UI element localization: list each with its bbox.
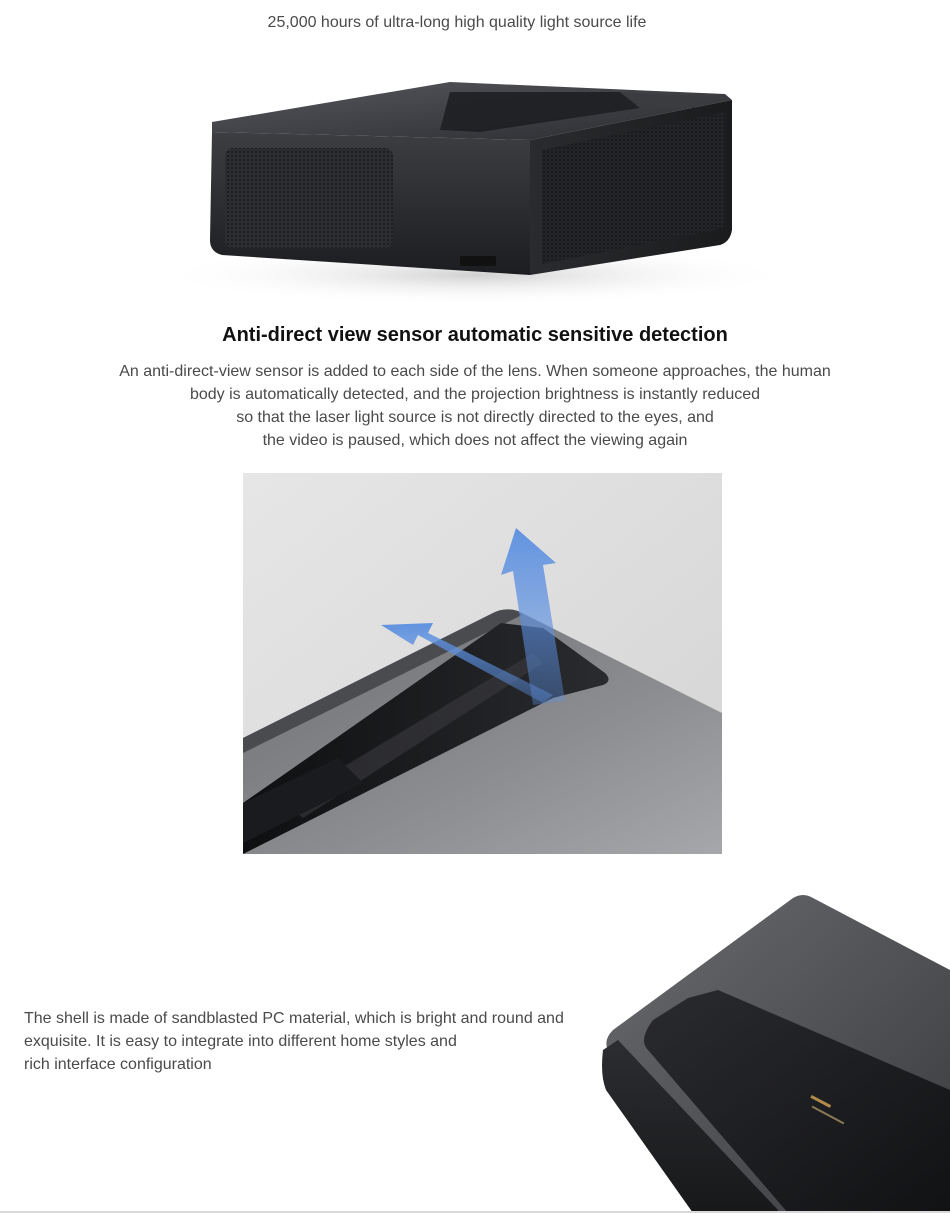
sensor-description-line: so that the laser light source is not directly directed to the eyes, and [236,409,714,426]
sensor-description-line: the video is paused, which does not affect the viewing again [262,432,688,449]
shell-description-line: The shell is made of sandblasted PC material, which is bright and round and [24,1010,564,1027]
sensor-description-line: An anti-direct-view sensor is added to each side of the lens. When someone approaches, the human [119,363,831,380]
sensor-description [0,360,950,452]
shell-description-line: rich interface configuration [24,1056,212,1073]
light-source-caption: 25,000 hours of ultra-long high quality light source life [267,14,647,31]
section-heading: Anti-direct view sensor automatic sensitive detection [222,324,728,346]
shell-description [24,1007,624,1076]
shell-description-line: exquisite. It is easy to integrate into different home styles and [24,1033,457,1050]
projector-corner-image [598,890,950,1213]
sensor-closeup-image [243,473,722,854]
sensor-description-line: body is automatically detected, and the projection brightness is instantly reduced [189,386,761,403]
projector-hero-image [150,70,800,310]
